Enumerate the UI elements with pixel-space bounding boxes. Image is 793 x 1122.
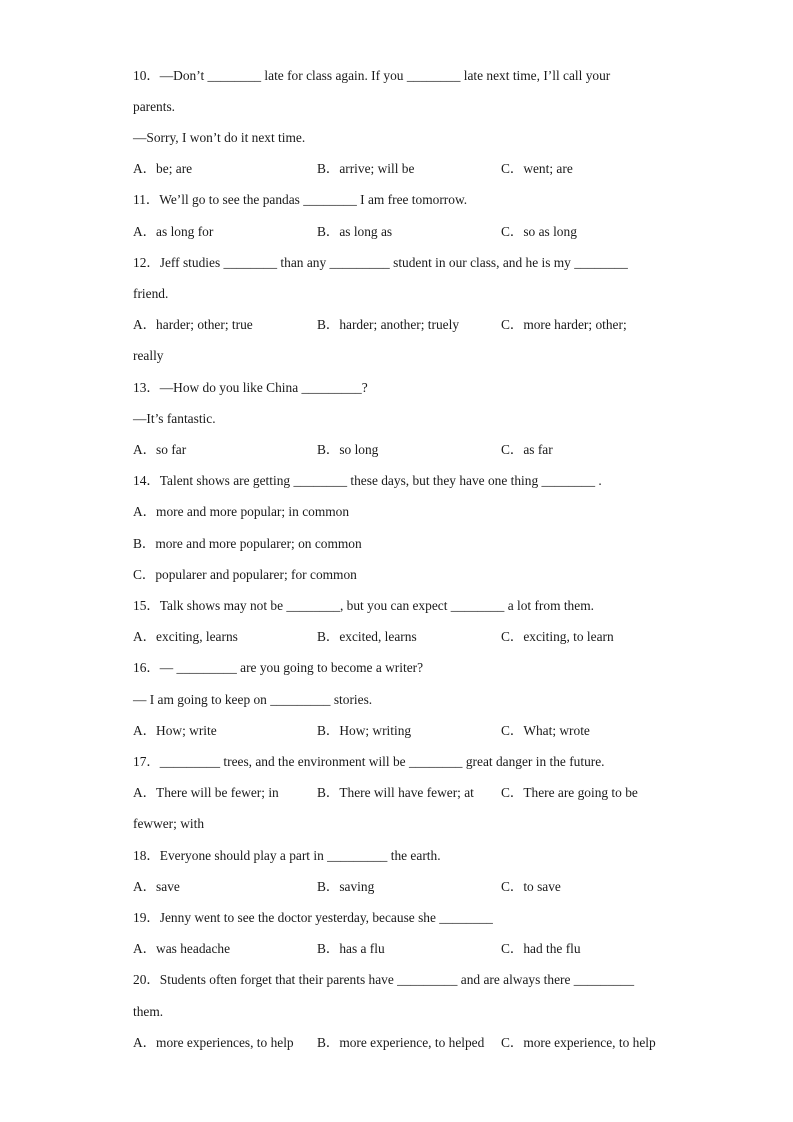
question-13-option-a: A．so far: [133, 442, 187, 457]
question-10-option-a: A．be; are: [133, 161, 193, 176]
question-12-option-a: A．harder; other; true: [133, 317, 253, 332]
question-11-option-c: C．so as long: [501, 224, 577, 239]
question-20-stem-line-2: them.: [133, 1004, 164, 1019]
question-15-option-b: B．excited, learns: [317, 629, 417, 644]
question-11-option-b: B．as long as: [317, 224, 393, 239]
question-13-stem-line-2: —It’s fantastic.: [133, 411, 216, 426]
question-10-stem-line-3: —Sorry, I won’t do it next time.: [133, 130, 306, 145]
question-19-option-c: C．had the flu: [501, 941, 581, 956]
question-13-option-b: B．so long: [317, 442, 379, 457]
question-16-option-c: C．What; wrote: [501, 723, 590, 738]
question-19-option-b: B．has a flu: [317, 941, 385, 956]
question-18-stem: 18．Everyone should play a part in _________ the earth.: [133, 848, 441, 863]
question-16-option-a: A．How; write: [133, 723, 217, 738]
question-18-option-c: C．to save: [501, 879, 561, 894]
question-18-option-a: A．save: [133, 879, 180, 894]
question-18-option-b: B．saving: [317, 879, 375, 894]
question-14-stem: 14．Talent shows are getting ________ these days, but they have one thing ________ .: [133, 473, 602, 488]
question-16-option-b: B．How; writing: [317, 723, 412, 738]
question-12-stem-line-2: friend.: [133, 286, 169, 301]
question-17-option-a: A．There will be fewer; in: [133, 785, 279, 800]
question-15-option-a: A．exciting, learns: [133, 629, 238, 644]
question-10-option-c: C．went; are: [501, 161, 573, 176]
question-17-stem: 17．_________ trees, and the environment will be ________ great danger in the future.: [133, 754, 605, 769]
question-20-stem-line-1: 20．Students often forget that their parents have _________ and are always there _________: [133, 972, 635, 987]
question-12-option-c-continued: really: [133, 348, 164, 363]
question-20-option-b: B．more experience, to helped: [317, 1035, 485, 1050]
question-13-option-c: C．as far: [501, 442, 553, 457]
question-14-option-c: C．popularer and popularer; for common: [133, 567, 357, 582]
question-20-option-c: C．more experience, to help: [501, 1035, 656, 1050]
question-17-option-b: B．There will have fewer; at: [317, 785, 474, 800]
question-14-option-a: A．more and more popular; in common: [133, 504, 350, 519]
question-19-stem: 19．Jenny went to see the doctor yesterday, because she ________: [133, 910, 493, 925]
question-16-stem-line-1: 16．— _________ are you going to become a writer?: [133, 660, 424, 675]
question-15-stem: 15．Talk shows may not be ________, but you can expect ________ a lot from them.: [133, 598, 594, 613]
question-14-option-b: B．more and more popularer; on common: [133, 536, 362, 551]
question-12-option-c: C．more harder; other;: [501, 317, 627, 332]
question-17-option-c-continued: fewwer; with: [133, 816, 205, 831]
question-10-stem-line-2: parents.: [133, 99, 176, 114]
question-10-stem-line-1: 10．—Don’t ________ late for class again. If you ________ late next time, I’ll call your: [133, 68, 611, 83]
question-13-stem-line-1: 13．—How do you like China _________?: [133, 380, 368, 395]
question-16-stem-line-2: — I am going to keep on _________ stories.: [133, 692, 373, 707]
question-11-stem: 11．We’ll go to see the pandas ________ I am free tomorrow.: [133, 192, 468, 207]
question-15-option-c: C．exciting, to learn: [501, 629, 614, 644]
question-20-option-a: A．more experiences, to help: [133, 1035, 294, 1050]
question-19-option-a: A．was headache: [133, 941, 231, 956]
question-12-stem-line-1: 12．Jeff studies ________ than any _________ student in our class, and he is my ________: [133, 255, 628, 270]
question-11-option-a: A．as long for: [133, 224, 214, 239]
question-10-option-b: B．arrive; will be: [317, 161, 415, 176]
question-12-option-b: B．harder; another; truely: [317, 317, 460, 332]
question-17-option-c: C．There are going to be: [501, 785, 638, 800]
